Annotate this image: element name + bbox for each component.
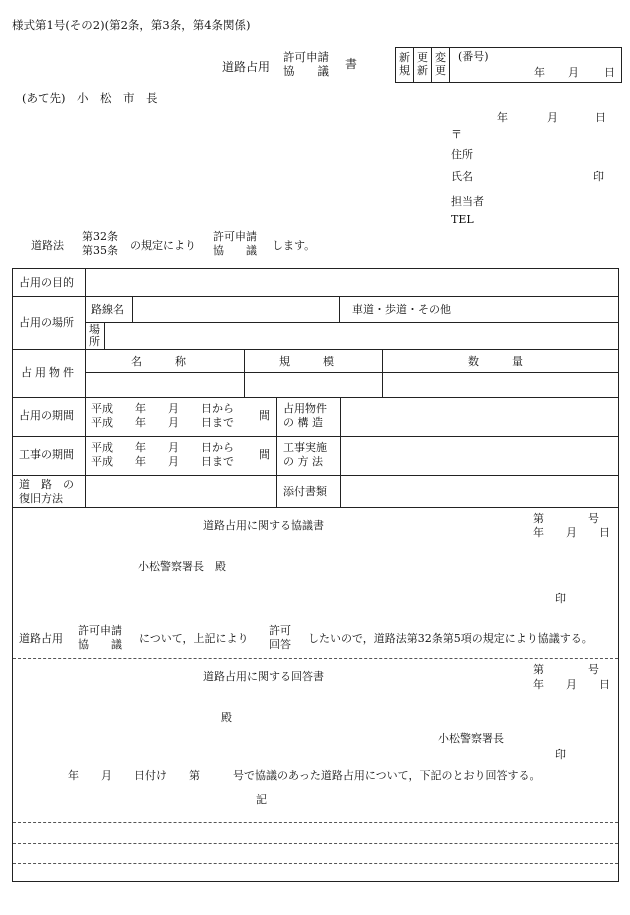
consult-date: 年 月 日: [533, 526, 610, 539]
consult-title: 道路占用に関する協議書: [203, 519, 324, 532]
object-quantity-field[interactable]: [386, 375, 611, 393]
title-options: 許可申請 協 議: [283, 50, 329, 79]
work-period-label: 工事の期間: [19, 448, 74, 461]
box-year: 年: [534, 66, 545, 79]
period-to[interactable]: 平成 年 月 日まで: [91, 416, 234, 429]
period-label: 占用の期間: [19, 409, 74, 422]
col-scale: 規 模: [279, 355, 334, 368]
reply-date: 年 月 日: [533, 678, 610, 691]
method-field[interactable]: [346, 441, 614, 469]
route-name-field[interactable]: [138, 300, 334, 320]
decl-articles: 第32条 第35条: [82, 230, 118, 257]
number-label: (番号): [458, 50, 489, 63]
consult-options[interactable]: 許可申請 協 議: [78, 624, 122, 651]
col-quantity: 数 量: [468, 355, 523, 368]
new-cell[interactable]: 新 規: [396, 48, 414, 82]
structure-field[interactable]: [346, 402, 614, 430]
work-from[interactable]: 平成 年 月 日から: [91, 441, 234, 454]
applicant-year: 年: [497, 111, 508, 124]
work-between: 間: [259, 448, 270, 461]
objects-label: 占用物件: [21, 366, 77, 379]
applicant-day: 日: [595, 111, 606, 124]
box-month: 月: [568, 66, 579, 79]
contact-label: 担当者: [451, 195, 484, 208]
reply-no: 第 号: [533, 663, 599, 676]
number-box: [395, 47, 622, 83]
consult-seal: 印: [555, 592, 566, 605]
method-label: 工事実施 の 方 法: [283, 441, 327, 468]
reply-seal: 印: [555, 748, 566, 761]
location-label: 場 所: [89, 323, 100, 348]
consult-s1: 道路占用: [19, 632, 63, 645]
location-field[interactable]: [110, 325, 610, 345]
consult-options-2[interactable]: 許可 回答: [269, 624, 291, 651]
col-name: 名 称: [131, 355, 186, 368]
restore-label: 道 路 の 復旧方法: [19, 478, 74, 505]
applicant-month: 月: [547, 111, 558, 124]
reply-dono: 殿: [221, 711, 232, 724]
box-day: 日: [604, 66, 615, 79]
postal-mark: 〒: [451, 128, 462, 141]
seal-mark: 印: [593, 170, 604, 183]
decl-mid: の規定により: [130, 239, 196, 252]
consult-s3: したいので，道路法第32条第5項の規定により協議する。: [308, 632, 593, 645]
name-label: 氏名: [451, 170, 473, 183]
address-label: 住所: [451, 148, 473, 161]
place-label: 占用の場所: [19, 316, 74, 329]
consult-to: 小松警察署長 殿: [138, 560, 226, 573]
title-main: 道路占用: [222, 60, 271, 74]
work-to[interactable]: 平成 年 月 日まで: [91, 455, 234, 468]
decl-law: 道路法: [31, 239, 64, 252]
purpose-field[interactable]: [93, 274, 613, 292]
restore-field[interactable]: [91, 481, 271, 503]
attachments-field[interactable]: [346, 481, 614, 503]
reply-body: 年 月 日付け 第 号で協議のあった道路占用について，下記のとおり回答する。: [68, 769, 541, 782]
route-name-label: 路線名: [91, 303, 124, 316]
purpose-label: 占用の目的: [19, 276, 74, 289]
title-suffix: 書: [345, 57, 358, 71]
attachments-label: 添付書類: [283, 485, 327, 498]
tel-label: TEL: [451, 213, 474, 226]
renew-cell[interactable]: 更 新: [414, 48, 432, 82]
form-number: 様式第1号(その2)(第2条，第3条，第4条関係): [12, 18, 251, 32]
application-form: [12, 268, 619, 882]
period-from[interactable]: 平成 年 月 日から: [91, 402, 234, 415]
decl-end: します。: [272, 239, 316, 252]
addressee: (あて先) 小 松 市 長: [22, 91, 158, 105]
consult-no: 第 号: [533, 512, 599, 525]
consult-s2: について，上記により: [139, 632, 249, 645]
road-type-options[interactable]: 車道・歩道・その他: [352, 303, 451, 316]
object-scale-field[interactable]: [248, 375, 378, 393]
reply-title: 道路占用に関する回答書: [203, 670, 324, 683]
object-name-field[interactable]: [89, 375, 239, 393]
reply-from: 小松警察署長: [438, 732, 504, 745]
period-between: 間: [259, 409, 270, 422]
decl-options: 許可申請 協 議: [213, 230, 257, 257]
reply-ki: 記: [256, 793, 267, 806]
change-cell[interactable]: 変 更: [432, 48, 450, 82]
structure-label: 占用物件 の 構 造: [283, 402, 327, 429]
